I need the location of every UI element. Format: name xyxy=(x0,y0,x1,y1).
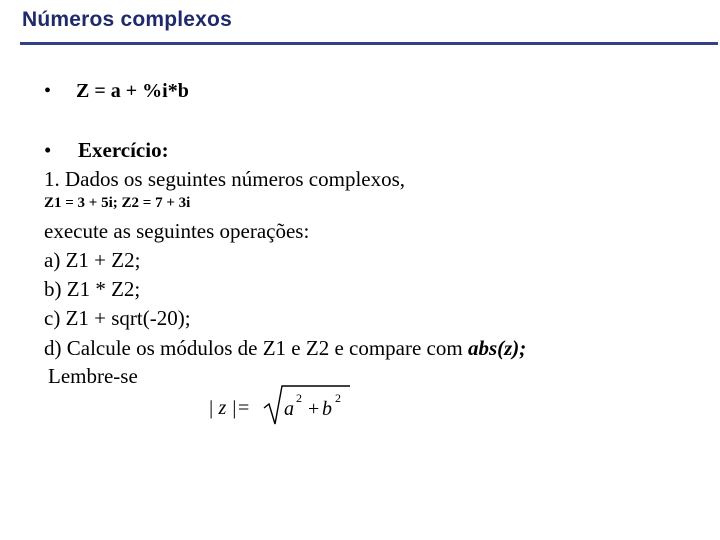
var-b: b xyxy=(322,398,332,420)
bullet-icon: • xyxy=(44,138,52,162)
plus-sign: + xyxy=(308,398,320,420)
item-d xyxy=(44,336,526,361)
item-d-text: d) Calcule os módulos de Z1 e Z2 e compare com xyxy=(44,336,468,360)
exercise-heading xyxy=(44,138,169,163)
modulus-formula xyxy=(200,380,360,433)
formula-line xyxy=(44,80,189,103)
values-line: Z1 = 3 + 5i; Z2 = 7 + 3i xyxy=(44,195,191,211)
item-b: b) Z1 * Z2; xyxy=(44,277,141,301)
bullet-icon: • xyxy=(44,80,52,102)
exp-b: 2 xyxy=(335,391,341,405)
complex-formula: Z = a + %i*b xyxy=(76,80,189,102)
item-c: c) Z1 + sqrt(-20); xyxy=(44,306,191,330)
abs-function: abs(z); xyxy=(467,336,527,360)
exercise-label: Exercício: xyxy=(78,138,169,162)
exp-a: 2 xyxy=(296,391,302,405)
modulus-lhs: | z |= xyxy=(208,397,251,419)
remember-line: Lembre-se xyxy=(48,364,138,388)
var-a: a xyxy=(284,398,294,420)
modulus-formula-svg xyxy=(200,380,360,428)
title-divider xyxy=(20,42,718,45)
page-title: Números complexos xyxy=(22,8,232,31)
instruction-line: execute as seguintes operações: xyxy=(44,219,310,243)
item-a: a) Z1 + Z2; xyxy=(44,248,141,272)
exercise-item-1: 1. Dados os seguintes números complexos, xyxy=(44,167,406,191)
